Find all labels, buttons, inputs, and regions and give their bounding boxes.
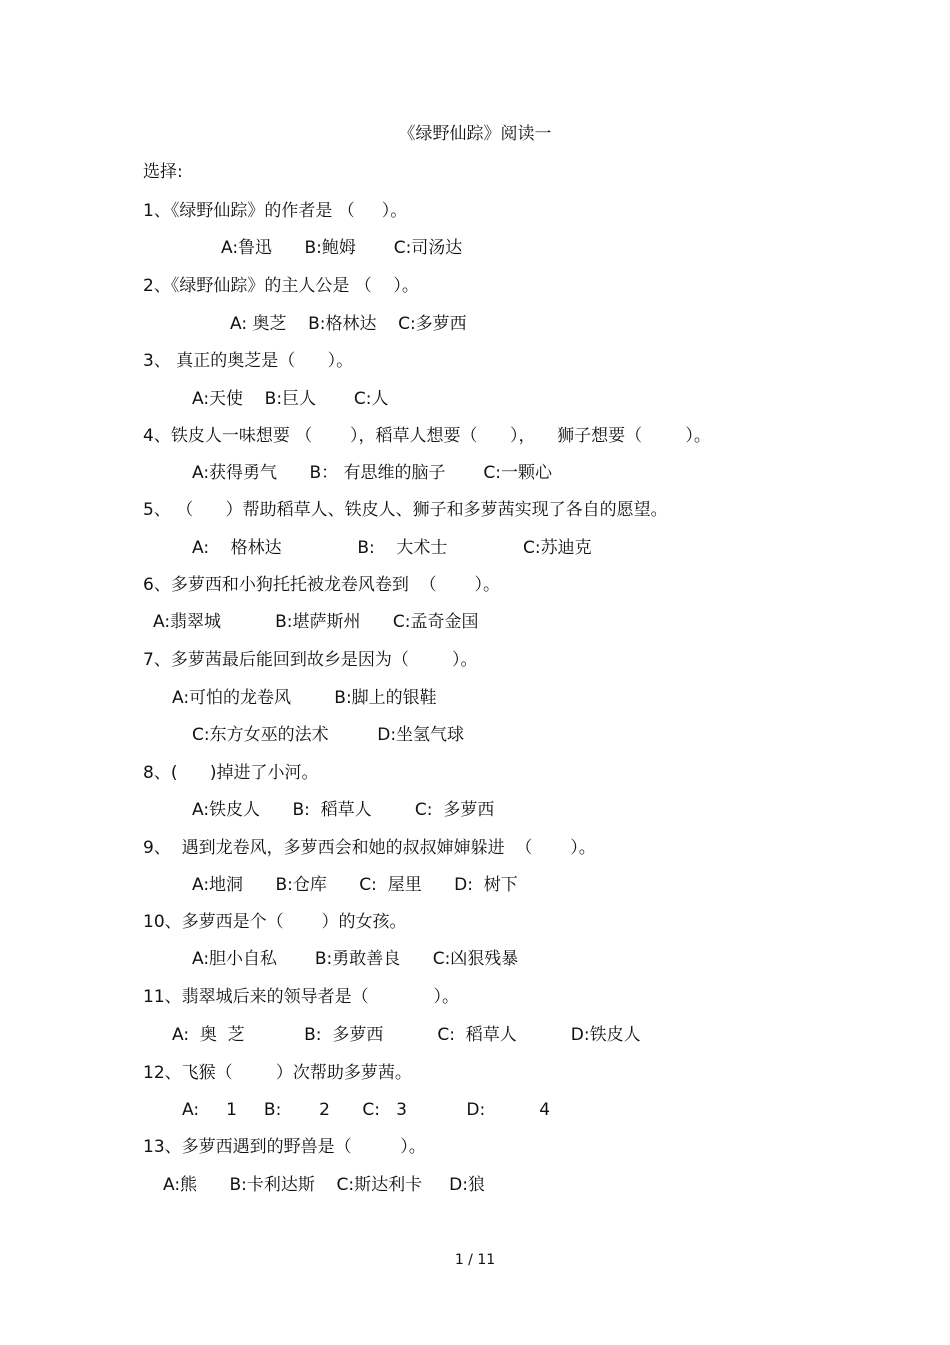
question-13: 13、多萝西遇到的野兽是（ ）。 (143, 1137, 426, 1157)
question-7-options-row1: A:可怕的龙卷风 B:脚上的银鞋 (172, 688, 437, 708)
question-1-options: A:鲁迅 B:鲍姆 C:司汤达 (221, 238, 463, 258)
question-10: 10、多萝西是个（ ）的女孩。 (143, 912, 407, 932)
question-11-options: A: 奥 芝 B: 多萝西 C: 稻草人 D:铁皮人 (172, 1025, 641, 1045)
question-1: 1、《绿野仙踪》的作者是 （ ）。 (143, 201, 408, 221)
question-5: 5、 （ ）帮助稻草人、铁皮人、狮子和多萝茜实现了各自的愿望。 (143, 500, 668, 520)
question-13-options: A:熊 B:卡利达斯 C:斯达利卡 D:狼 (163, 1175, 485, 1195)
page-number: 1 / 11 (454, 1252, 496, 1268)
question-3: 3、 真正的奥芝是（ ）。 (143, 351, 354, 371)
question-3-options: A:天使 B:巨人 C:人 (192, 389, 389, 409)
question-6: 6、多萝西和小狗托托被龙卷风卷到 （ ）。 (143, 575, 500, 595)
question-9-options: A:地洞 B:仓库 C: 屋里 D: 树下 (192, 875, 518, 895)
question-6-options: A:翡翠城 B:堪萨斯州 C:孟奇金国 (153, 612, 479, 632)
question-2: 2、《绿野仙踪》的主人公是 （ ）。 (143, 276, 419, 296)
question-12-options: A: 1 B: 2 C: 3 D: 4 (182, 1100, 551, 1120)
question-8: 8、( )掉进了小河。 (143, 763, 319, 783)
question-12: 12、飞猴（ ）次帮助多萝茜。 (143, 1063, 412, 1083)
question-7-options-row2: C:东方女巫的法术 D:坐氢气球 (192, 725, 465, 745)
question-7: 7、多萝茜最后能回到故乡是因为（ ）。 (143, 650, 478, 670)
section-heading: 选择: (143, 162, 183, 182)
question-4: 4、铁皮人一味想要 （ ），稻草人想要（ ）， 狮子想要（ ）。 (143, 426, 711, 446)
question-10-options: A:胆小自私 B:勇敢善良 C:凶狠残暴 (192, 949, 519, 969)
page-title: 《绿野仙踪》阅读一 (398, 124, 552, 144)
question-2-options: A: 奥芝 B:格林达 C:多萝西 (230, 314, 467, 334)
question-5-options: A: 格林达 B: 大术士 C:苏迪克 (192, 538, 592, 558)
question-9: 9、 遇到龙卷风，多萝西会和她的叔叔婶婶躲进 （ ）。 (143, 838, 596, 858)
question-4-options: A:获得勇气 B： 有思维的脑子 C:一颗心 (192, 463, 552, 483)
question-11: 11、翡翠城后来的领导者是（ ）。 (143, 987, 459, 1007)
question-8-options: A:铁皮人 B: 稻草人 C: 多萝西 (192, 800, 495, 820)
